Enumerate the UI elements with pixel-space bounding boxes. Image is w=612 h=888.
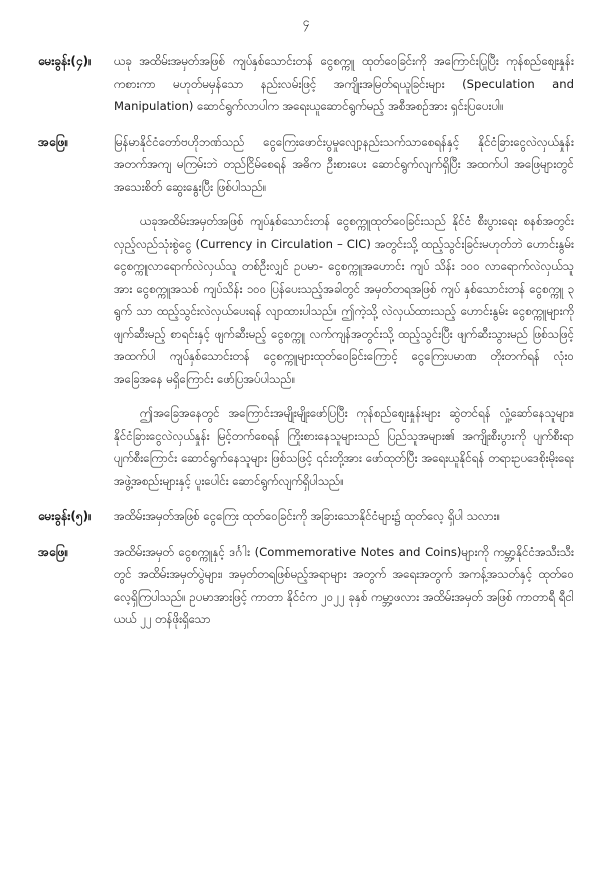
answer-label: အဖြေ။	[38, 134, 69, 149]
answer-text	[114, 541, 574, 631]
page-number: ၄	[302, 15, 310, 29]
paragraph: ယခုအထိမ်းအမှတ်အဖြစ် ကျပ်နှစ်သောင်းတန် ငွေစက္ကူထုတ်ဝေခြင်းသည် နိုင်ငံ စီးပွားရေး စနစ်အတွင်း လှည့်လည်သုံးစွဲငွေ (Currency in Circulation – CIC) အတွင်းသို့ ထည့်သွင်းခြင်းမဟုတ်ဘဲ ဟောင်းနွမ်းငွေစက္ကူလာရောက်လဲလှယ်သူ တစ်ဦးလျှင် ဥပမာ- ငွေစက္ကူအဟောင်း ကျပ် သိန်း ၁၀၀ လာရောက်လဲလှယ်သူအား ငွေစက္ကူအသစ် ကျပ်သိန်း ၁၀၀ ပြန်ပေးသည့်အခါတွင် အမှတ်တရအဖြစ် ကျပ် နှစ်သောင်းတန် ငွေစက္ကူ ၃ ရွက် သာ ထည့်သွင်းလဲလှယ်ပေးရန် လျာထားပါသည်။ ဤကဲ့သို့ လဲလှယ်ထားသည့် ဟောင်းနွမ်း ငွေစက္ကူများကို ဖျက်ဆီးမည့် စာရင်းနှင့် ဖျက်ဆီးမည့် ငွေစက္ကူ လက်ကျန်အတွင်းသို့ ထည့်သွင်းပြီး ဖျက်ဆီးသွားမည် ဖြစ်သဖြင့် အထက်ပါ ကျပ်နှစ်သောင်းတန် ငွေစက္ကူများထုတ်ဝေခြင်းကြောင့် ငွေကြေးပမာဏ တိုးတက်ရန် လုံးဝ အခြေအနေ မရှိကြောင်း ဖော်ပြအပ်ပါသည်။	[114, 214, 574, 386]
question-text	[114, 50, 574, 118]
answer-text	[114, 131, 574, 493]
question-5	[38, 505, 574, 528]
paragraph: အထိမ်းအမှတ်အဖြစ် ငွေကြေး ထုတ်ဝေခြင်းကို အခြားသောနိုင်ငံများ၌ ထုတ်လေ့ ရှိပါ သလား။	[114, 509, 501, 523]
answer-4	[38, 131, 574, 493]
document-content	[38, 50, 574, 644]
question-4	[38, 50, 574, 118]
paragraph: ယခု အထိမ်းအမှတ်အဖြစ် ကျပ်နှစ်သောင်းတန် ငွေစက္ကူ ထုတ်ဝေခြင်းကို အကြောင်းပြုပြီး ကုန်စည်စျေးနှုန်း ကစားကာ မဟုတ်မမှန်သော နည်းလမ်းဖြင့် အကျိုးအမြတ်ရယူခြင်းများ (Speculation and Manipulation) ဆောင်ရွက်လာပါက အရေးယူဆောင်ရွက်မည့် အစီအစဉ်အား ရှင်းပြပေးပါ။	[114, 54, 574, 113]
paragraph: အထိမ်းအမှတ် ငွေစက္ကူနှင့် ဒင်္ဂါး (Commemorative Notes and Coins)များကို ကမ္ဘာ့နိုင်ငံအသီးသီးတွင် အထိမ်းအမှတ်ပွဲများ၊ အမှတ်တရဖြစ်မည့်အရာများ အတွက် အရေးအတွက် အကန့်အသတ်နှင့် ထုတ်ဝေလေ့ရှိကြပါသည်။ ဥပမာအားဖြင့် ကာတာ နိုင်ငံက ၂၀၂၂ ခုနှစ် ကမ္ဘာ့ဖလား အထိမ်းအမှတ် အဖြစ် ကာတာရီ ရီငါယယ် ၂၂ တန်ဖိုးရှိသော	[114, 544, 574, 626]
answer-5	[38, 541, 574, 631]
paragraph: ဤအခြေအနေတွင် အကြောင်းအမျိုးမျိုးဖော်ပြပြီး ကုန်စည်စျေးနှုန်းများ ဆွဲတင်ရန် လှုံ့ဆော်နေသူများ၊ နိုင်ငံခြားငွေလဲလှယ်နှုန်း မြင့်တက်စေရန် ကြိုးစားနေသူများသည် ပြည်သူအများ၏ အကျိုးစီးပွားကို ပျက်စီးရာ ပျက်စီးကြောင်း ဆောင်ရွက်နေသူများ ဖြစ်သဖြင့် ၎င်းတို့အား ဖော်ထုတ်ပြီး အရေးယူနိုင်ရန် တရားဥပဒေစိုးမိုးရေး အဖွဲ့အစည်းများနှင့် ပူးပေါင်း ဆောင်ရွက်လျက်ရှိပါသည်။	[114, 406, 574, 488]
question-label: မေးခွန်း(၄)။	[38, 54, 92, 68]
answer-label: အဖြေ။	[38, 544, 69, 559]
paragraph: မြန်မာနိုင်ငံတော်ဗဟိုဘဏ်သည် ငွေကြေးဖောင်းပွမှုလျော့နည်းသက်သာစေရန်နှင့် နိုင်ငံခြားငွေလဲလှယ်နှုန်း အတက်အကျ မကြမ်းဘဲ တည်ငြိမ်စေရန် အဓိက ဦးစားပေး ဆောင်ရွက်လျက်ရှိပြီး အထက်ပါ အဖြေများတွင် အသေးစိတ် ဆွေးနွေးပြီး ဖြစ်ပါသည်။	[114, 134, 574, 194]
question-label: မေးခွန်း(၅)။	[38, 509, 92, 523]
question-text	[114, 505, 574, 528]
